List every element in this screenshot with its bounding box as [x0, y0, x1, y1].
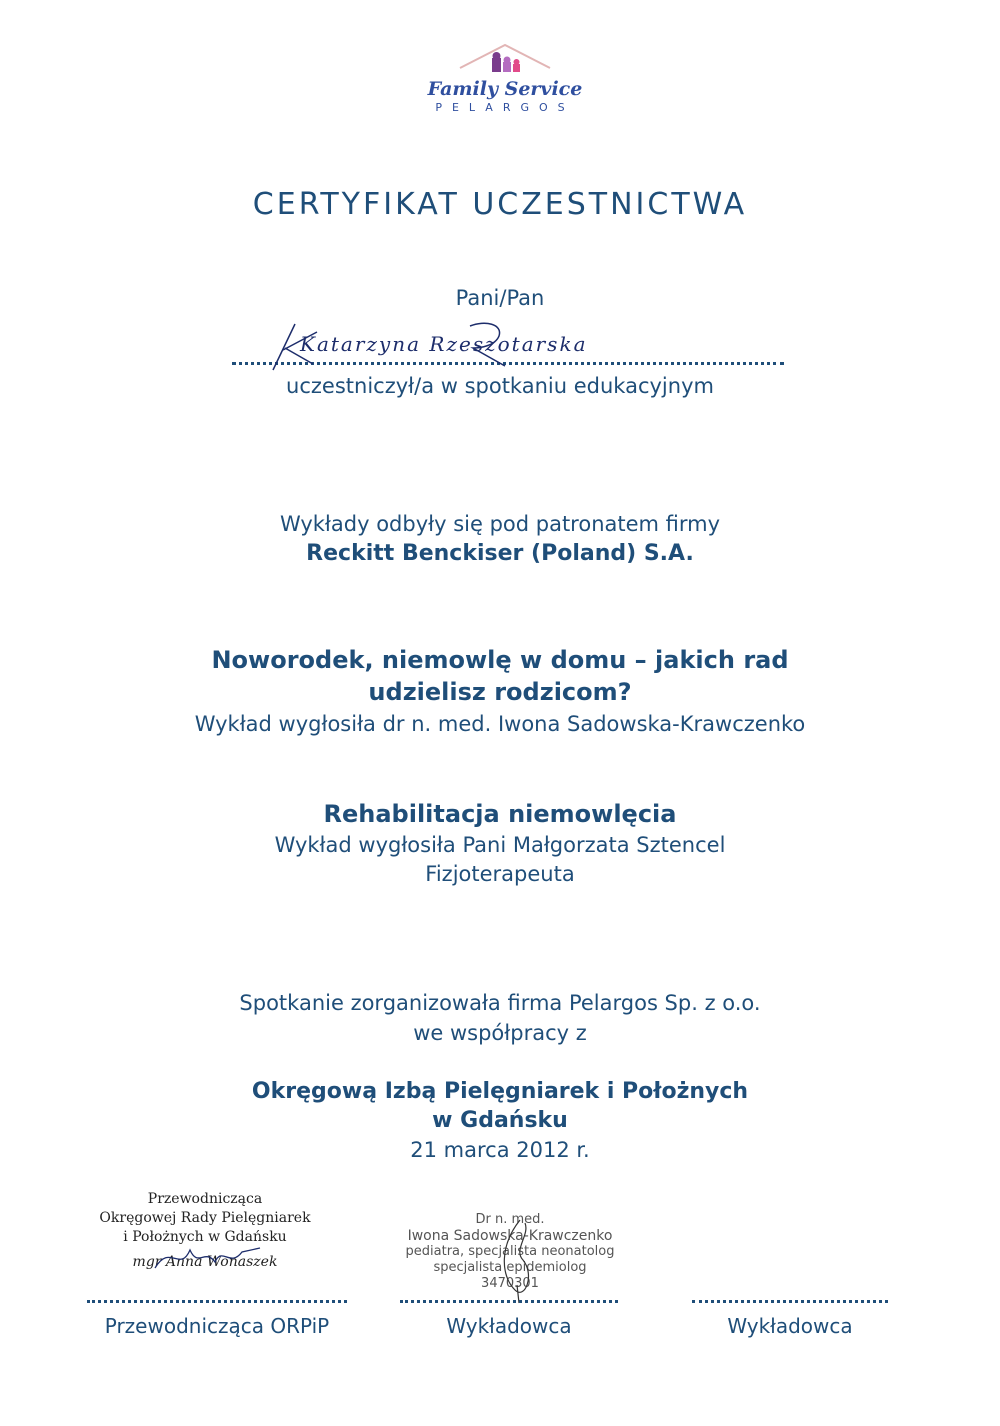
patron-company: Reckitt Benckiser (Poland) S.A. — [306, 541, 694, 566]
patronage-line: Wykłady odbyły się pod patronatem firmy — [279, 512, 721, 536]
left-stamp-line2: Okręgowej Rady Pielęgniarek — [99, 1210, 311, 1226]
partner-name-line2: w Gdańsku — [432, 1108, 568, 1133]
cooperation-line: we współpracy z — [413, 1021, 587, 1045]
signature-label-3: Wykładowca — [727, 1314, 853, 1338]
lecture-1-title-line1: Noworodek, niemowlę w domu – jakich rad — [211, 646, 789, 674]
lecture-2-speaker: Wykład wygłosiła Pani Małgorzata Sztencel — [274, 833, 726, 857]
participant-name: Katarzyna Rzeszotarska — [300, 332, 588, 356]
participation-statement: uczestniczył/a w spotkaniu edukacyjnym — [286, 374, 714, 398]
partner-name-line1: Okręgową Izbą Pielęgniarek i Położnych — [251, 1079, 749, 1104]
signature-line-2 — [400, 1300, 618, 1303]
logo-sub-text: PELARGOS — [435, 101, 575, 114]
signature-line-1 — [87, 1300, 347, 1303]
signature-line-3 — [692, 1300, 888, 1303]
left-stamp-line3: i Położnych w Gdańsku — [123, 1229, 287, 1245]
participant-label: Pani/Pan — [455, 286, 545, 310]
middle-stamp-line2: Iwona Sadowska-Krawczenko — [407, 1228, 613, 1244]
organizer-line: Spotkanie zorganizowała firma Pelargos Sp. z o.o. — [239, 991, 761, 1015]
event-date: 21 marca 2012 r. — [410, 1138, 590, 1162]
lecture-2-role: Fizjoterapeuta — [425, 862, 575, 886]
lecture-2-title: Rehabilitacja niemowlęcia — [323, 800, 677, 828]
middle-stamp-line3: pediatra, specjalista neonatolog — [405, 1244, 615, 1259]
middle-stamp-line1: Dr n. med. — [475, 1212, 545, 1227]
left-stamp-line1: Przewodnicząca — [147, 1191, 263, 1207]
signature-label-2: Wykładowca — [446, 1314, 572, 1338]
left-stamp-name: mgr Anna Wonaszek — [132, 1254, 278, 1270]
middle-stamp-line4: specjalista epidemiolog — [433, 1260, 587, 1275]
certificate-title: CERTYFIKAT UCZESTNICTWA — [252, 187, 748, 222]
middle-signature-image — [495, 1215, 545, 1305]
logo-brand-text: Family Service — [427, 78, 583, 100]
signature-label-1: Przewodnicząca ORPiP — [104, 1314, 330, 1338]
lecture-1-title-line2: udzielisz rodzicom? — [368, 678, 632, 706]
lecture-1-speaker: Wykład wygłosiła dr n. med. Iwona Sadowska-Krawczenko — [194, 712, 806, 736]
middle-stamp-line5: 3470301 — [481, 1276, 539, 1291]
left-signature-image — [150, 1238, 270, 1278]
